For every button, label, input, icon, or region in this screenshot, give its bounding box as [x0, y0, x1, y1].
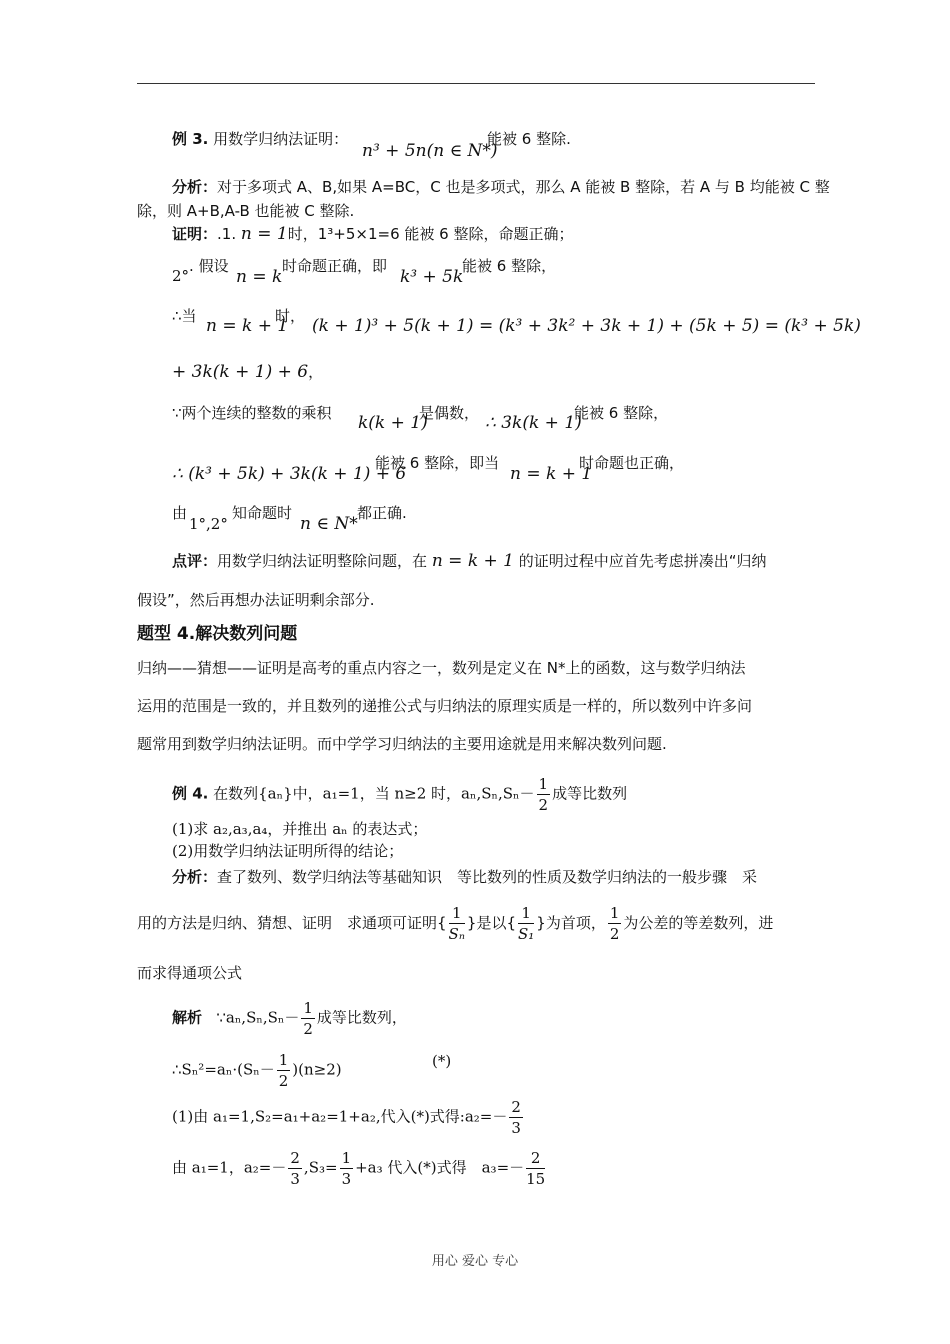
proof-step7-text: 知命题时 — [232, 504, 293, 522]
fraction-den: S₁ — [518, 925, 535, 943]
proof-step1-pre: .1. — [217, 225, 237, 243]
fraction-num: 1 — [518, 903, 534, 924]
proof-step4-tail: ， — [308, 363, 324, 381]
comment-formula: n = k + 1 — [431, 551, 514, 571]
analysis-4-frac2 — [518, 903, 534, 944]
solution-l1-a: ∵aₙ,Sₙ,Sₙ－ — [216, 1008, 300, 1027]
fraction-den: 3 — [511, 1119, 521, 1137]
fraction-den: 3 — [341, 1170, 352, 1188]
proof-step3-expansion: (k + 1)³ + 5(k + 1) = (k³ + 3k² + 3k + 1) + (5k + 5) = (k³ + 5k) — [312, 316, 861, 336]
section-4-title: 题型 4.解决数列问题 — [137, 624, 298, 644]
proof-step3-text: 时， — [275, 307, 306, 325]
solution-l2-b: )(n≥2) — [292, 1060, 342, 1079]
solution-l3-a: (1)由 a₁=1,S₂=a₁+a₂=1+a₂,代入(*)式得:a₂=－ — [172, 1107, 508, 1126]
fraction-num: 1 — [449, 903, 465, 924]
solution-l3-frac — [509, 1097, 523, 1138]
analysis-4-line3: 而求得通项公式 — [137, 964, 243, 982]
proof-step1 — [172, 223, 573, 245]
fraction-den: 2 — [303, 1020, 313, 1038]
proof-step6-text2: 时命题也正确， — [579, 454, 685, 472]
example-4-q2: (2)用数学归纳法证明所得的结论； — [172, 842, 404, 860]
solution-label: 解析 — [172, 1008, 203, 1027]
fraction-num: 2 — [290, 1149, 300, 1167]
proof-step7-text2: 都正确. — [357, 504, 407, 522]
proof-step5-text2: 能被 6 整除， — [574, 404, 669, 422]
solution-l4-b: ,S₃= — [303, 1158, 338, 1177]
comment-text1: 用数学归纳法证明整除问题，在 — [217, 552, 428, 570]
example-4-tail: 成等比数列 — [552, 784, 628, 803]
section-4-p1: 归纳——猜想——证明是高考的重点内容之一，数列是定义在 N*上的函数，这与数学归纳法 — [137, 659, 746, 677]
analysis-4-line1 — [172, 866, 757, 888]
fraction-num: 1 — [303, 999, 313, 1017]
proof-step6-formula: ∴ (k³ + 5k) + 3k(k + 1) + 6 — [172, 464, 407, 484]
solution-line4 — [172, 1148, 547, 1189]
proof-step2 — [172, 255, 229, 285]
solution-l2-frac — [277, 1050, 291, 1091]
header-rule — [137, 83, 815, 84]
proof-step2-text2: 时命题正确，即 — [282, 257, 388, 275]
proof-step2-text: . 假设 — [189, 257, 229, 275]
example-3-label: 例 3. — [172, 130, 209, 148]
analysis-4-frac3 — [608, 903, 622, 944]
fraction-den: 2 — [278, 1072, 289, 1090]
proof-step5-formula: k(k + 1) — [358, 413, 428, 433]
analysis-3-line2: 除，则 A+B,A-B 也能被 C 整除. — [137, 202, 355, 220]
fraction-num: 1 — [341, 1149, 352, 1167]
solution-l2-a: ∴Sₙ²=aₙ·(Sₙ－ — [172, 1060, 275, 1079]
analysis-4-label: 分析： — [172, 868, 218, 886]
analysis-4-frac1 — [449, 903, 465, 944]
proof-step1-text: 时，1³+5×1=6 能被 6 整除，命题正确； — [287, 225, 574, 243]
analysis-4-text: 查了数列、数学归纳法等基础知识 等比数列的性质及数学归纳法的一般步骤 采 — [217, 868, 758, 886]
fraction-num: 2 — [526, 1148, 545, 1169]
proof-step5-pre: ∵两个连续的整数的乘积 — [172, 404, 332, 422]
fraction-den: 2 — [609, 925, 620, 943]
proof-step6-formula2: n = k + 1 — [510, 464, 593, 484]
fraction-num: 2 — [511, 1098, 521, 1116]
analysis-4-line2 — [137, 903, 773, 944]
proof-step1-formula: n = 1 — [240, 224, 288, 244]
proof-step7-pre: 由 — [172, 504, 188, 522]
example-4-q1: (1)求 a₂,a₃,a₄，并推出 aₙ 的表达式； — [172, 820, 428, 838]
solution-line3 — [172, 1097, 525, 1138]
section-4-p3: 题常用到数学归纳法证明。而中学学习归纳法的主要用途就是用来解决数列问题. — [137, 735, 667, 753]
proof-step3-formula: n = k + 1 — [206, 316, 289, 336]
fraction-den: 15 — [526, 1170, 546, 1188]
proof-step5-text: 是偶数， — [419, 404, 480, 422]
comment-line1 — [172, 550, 767, 572]
analysis-3-label: 分析： — [172, 178, 218, 196]
example-4 — [172, 774, 627, 815]
fraction-den: 3 — [290, 1170, 300, 1188]
proof-step5-formula2: ∴ 3k(k + 1) — [485, 413, 582, 433]
proof-step6-text: 能被 6 整除，即当 — [375, 454, 500, 472]
comment-label: 点评： — [172, 552, 218, 570]
solution-line1 — [172, 998, 407, 1039]
proof-step2-formula: n = k — [236, 267, 283, 287]
solution-l1-b: 成等比数列， — [316, 1008, 407, 1027]
example-4-text: 在数列{aₙ}中，a₁=1，当 n≥2 时，aₙ,Sₙ,Sₙ－ — [213, 784, 535, 803]
solution-l1-frac — [301, 998, 315, 1039]
analysis-3-text: 对于多项式 A、B,如果 A=BC，C 也是多项式，那么 A 能被 B 整除，若 A 与 B 均能被 C 整 — [217, 178, 830, 196]
analysis-4-line2-c: }为首项， — [536, 914, 606, 932]
example-3 — [172, 128, 348, 150]
proof-label: 证明： — [172, 225, 218, 243]
page-footer: 用心 爱心 专心 — [431, 1254, 519, 1269]
solution-l4-frac3 — [526, 1148, 545, 1189]
solution-l4-frac2 — [340, 1148, 354, 1189]
comment-text2: 的证明过程中应首先考虑拼凑出“归纳 — [518, 552, 767, 570]
example-3-tail: 能被 6 整除. — [487, 130, 571, 148]
fraction-den: Sₙ — [448, 925, 465, 943]
example-3-formula: n³ + 5n(n ∈ N*) — [362, 141, 498, 161]
solution-l4-a: 由 a₁=1，a₂=－ — [172, 1158, 287, 1177]
proof-step7-formula: n ∈ N* — [300, 514, 358, 534]
section-4-p2: 运用的范围是一致的，并且数列的递推公式与归纳法的原理实质是一样的，所以数列中许多问 — [137, 697, 753, 715]
analysis-4-line2-b: }是以{ — [466, 914, 516, 932]
analysis-3-line1 — [172, 176, 830, 198]
example-3-text: 用数学归纳法证明： — [213, 130, 349, 148]
solution-l4-c: +a₃ 代入(*)式得 a₃=－ — [355, 1158, 525, 1177]
proof-step2-formula2: k³ + 5k — [400, 267, 464, 287]
solution-l4-frac1 — [288, 1148, 302, 1189]
solution-line2 — [172, 1050, 342, 1091]
analysis-4-line2-a: 用的方法是归纳、猜想、证明 求通项可证明{ — [137, 914, 447, 932]
proof-step4-formula: + 3k(k + 1) + 6 — [172, 362, 309, 382]
fraction-num: 1 — [278, 1051, 289, 1069]
fraction-num: 1 — [609, 904, 620, 922]
proof-step2-text3: 能被 6 整除， — [462, 257, 557, 275]
proof-step2-mark: 2° — [172, 267, 190, 285]
analysis-4-line2-d: 为公差的等差数列，进 — [623, 914, 774, 932]
proof-step7-marks: 1°,2° — [189, 515, 228, 533]
example-4-fraction — [537, 774, 551, 815]
fraction-den: 2 — [538, 796, 549, 814]
example-4-label: 例 4. — [172, 784, 209, 803]
fraction-num: 1 — [538, 775, 549, 793]
proof-step3-pre: ∴当 — [172, 307, 197, 325]
proof-step4 — [172, 361, 323, 383]
comment-line2: 假设”，然后再想办法证明剩余部分. — [137, 591, 375, 609]
solution-l2-tag: (*) — [432, 1052, 452, 1070]
